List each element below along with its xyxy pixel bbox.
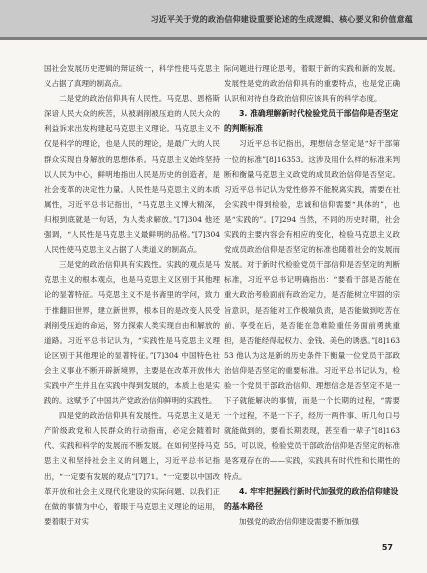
body-paragraph: 习近平总书记指出，理想信念坚定是“好干部第一位的标准”[8]16353。这涉及用什么样的标准来判断和衡量马克思主义政党的成员政治信仰是否坚定。习近平总书记认为党性修养不能脱离实践，需要在社会实践中得到检验，忠诚和信仰需要“具体的”，也是“实践的”。[7]294 当然，不同的历史时期，社会实践的主要内容会有相应的变化，检验马克思主义政党成员政治信仰是否坚定的标准也随着社会的发展而发展。对于新时代检验党员干部信仰是否坚定的判断标准，习近平总书记明确指出：“要看干部是否能在重大政治考验面前有政治定力，是否能树立牢固的宗旨意识，是否能对工作极端负责，是否能做到吃苦在前、享受在后，是否能在急难险重任务面前勇挑重担，是否能经得起权力、金钱、美色的诱惑。”[8]16353 他认为这是新的历史条件下衡量一位党员干部政治信仰是否坚定的重要标准。习近平总书记认为，检验一个党员干部政治信仰、理想信念是否坚定不是一下子就能解决的事情，而是一个长期的过程，“需要一个过程，不是一下子，经历一两件事、听几句口号就能做到的，要看长期表现，甚至看一辈子”[8]16355。可以说，检验党员干部政治信仰是否坚定的标准是客观存在的——实践，实践具有时代性和长期性的特点。 xyxy=(224,139,400,481)
running-header-band xyxy=(0,0,427,40)
body-paragraph: 国社会发展历史逻辑的辩证统一，科学性使马克思主义占据了真理的制高点。 xyxy=(44,64,220,89)
section-heading: 4. 牢牢把握践行新时代加强党的政治信仰建设的基本路径 xyxy=(224,486,399,511)
left-text-column xyxy=(44,61,220,529)
page-number: 57 xyxy=(381,543,393,552)
body-paragraph: 二是党的政治信仰具有人民性。马克思、恩格斯深谙人民大众的疾苦，从被剥削被压迫的人民大众的利益诉求出发构建起马克思主义理论。马克思主义不仅是科学的理论，也是人民的理论，是最广大的人民群众实现自身解放的思想体系。马克思主义始终坚持以人民为中心，鲜明地指出人民是历史的创造者，是社会变革的决定性力量。人民性是马克思主义的本质属性，习近平总书记指出，“马克思主义博大精深，归根到底就是一句话，为人类求解放。”[7]304 他还强调，“人民性是马克思主义最鲜明的品格。”[7]304 人民性使马克思主义占据了人类道义的制高点。 xyxy=(44,94,220,255)
section-heading: 3. 准确理解新时代检验党员干部信仰是否坚定的判断标准 xyxy=(224,109,399,134)
right-text-column xyxy=(224,61,400,529)
running-header-title: 习近平关于党的政治信仰建设重要论述的生成逻辑、核心要义和价值意蕴 xyxy=(150,15,413,24)
body-paragraph: 加强党的政治信仰建设需要不断加强 xyxy=(239,516,359,526)
body-paragraph: 四是党的政治信仰具有发展性。马克思主义是无产阶级政党和人民群众的行动指南，必定会随着时代、实践和科学的发展而不断发展。在如何坚持马克思主义和坚持社会主义的问题上，习近平总书记指出，“一定要有发展的观点”[7]71。“一定要以中国改革开放和社会主义现代化建设的实际问题、以我们正在做的事情为中心，着眼于马克思主义理论的运用，要着眼于对实 xyxy=(44,411,220,526)
body-paragraph: 际问题进行理论思考，着眼于新的实践和新的发展。发展性是党的政治信仰具有的重要特点，也是党正确认识和对待自身政治信仰应该具有的科学态度。 xyxy=(224,64,400,104)
body-paragraph: 三是党的政治信仰具有实践性。实践的观点是马克思主义的根本观点，也是马克思主义区别于其他理论的显著特征。马克思主义不是书斋里的学问，致力于推翻旧世界，建立新世界，根本目的是改变人民受剥削受压迫的命运，努力探索人类实现自由和解放的道路。习近平总书记认为，“实践性是马克思主义理论区别于其他理论的显著特征。”[7]304 中国特色社会主义事业不断开辟新境界，主要是在改革开放伟大实践中产生并且在实践中得到发展的，本质上也是实践的。这赋予了中国共产党政治信仰鲜明的实践性。 xyxy=(44,260,220,406)
